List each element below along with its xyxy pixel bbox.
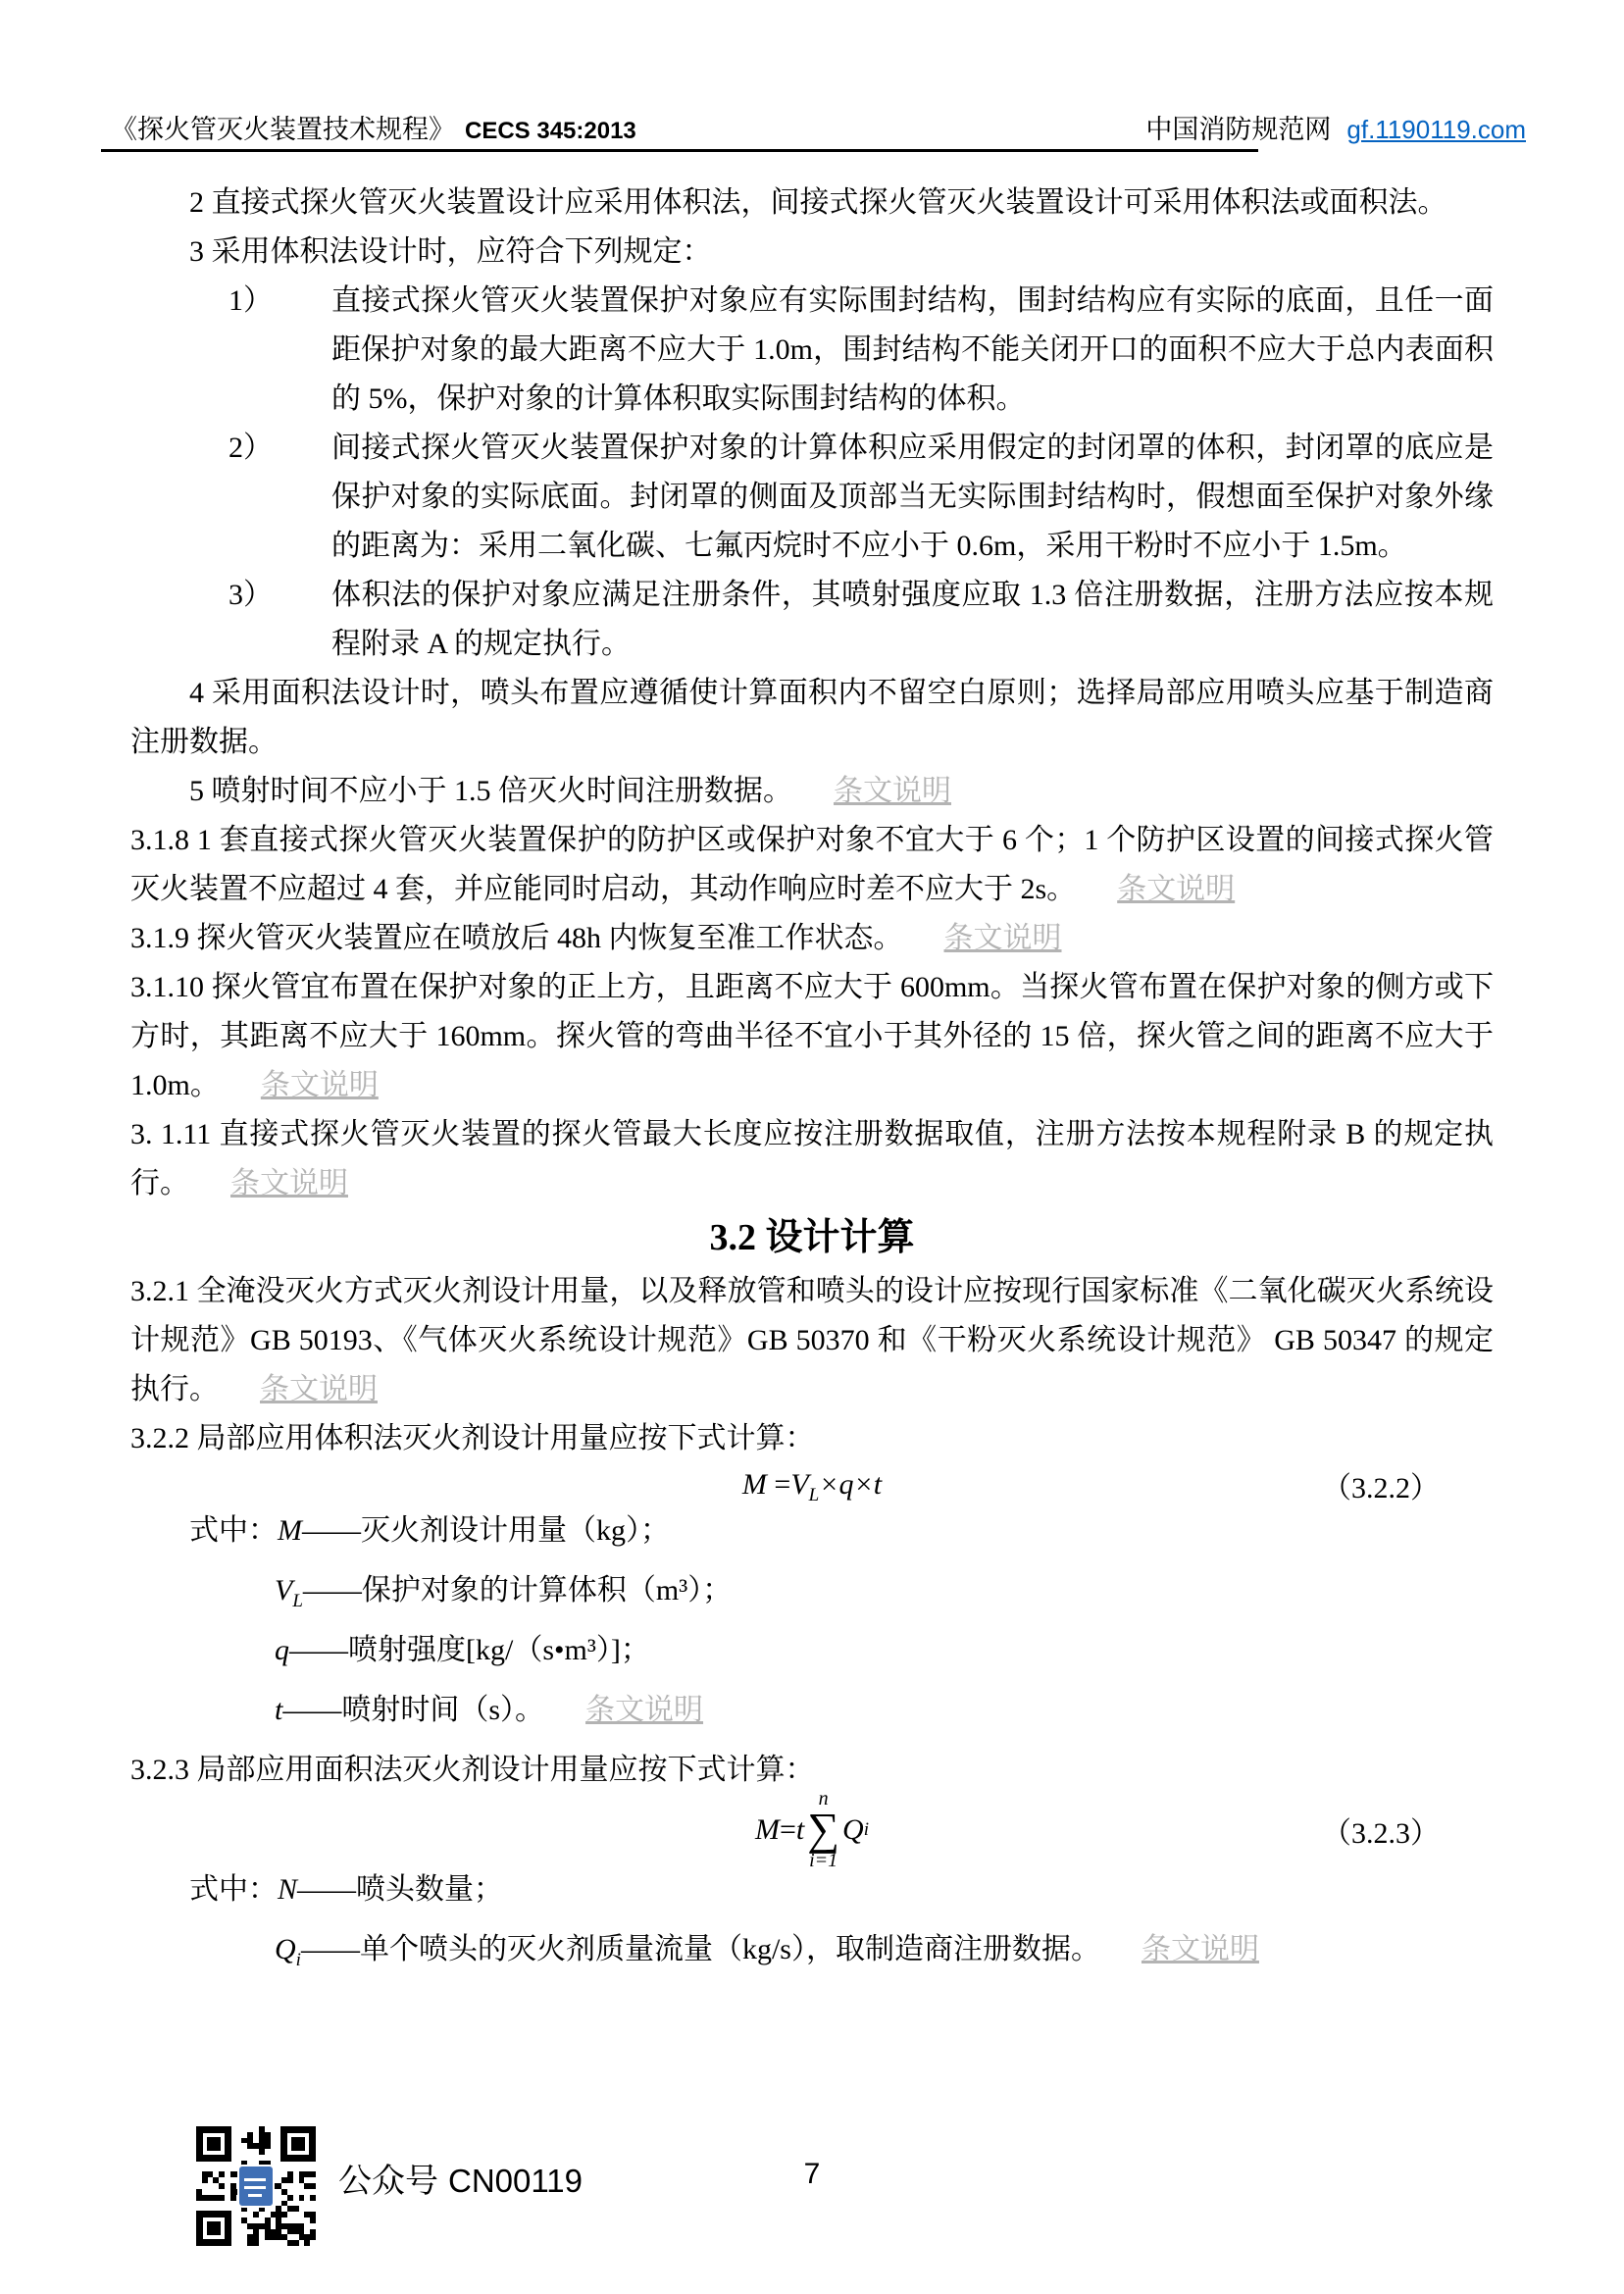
term-description: ——保护对象的计算体积（m³）； bbox=[302, 1574, 733, 1606]
clause-3-1-10-text: 3.1.10 探火管宜布置在保护对象的正上方，且距离不应大于 600mm。当探火管布置在保护对象的侧方或下方时，其距离不应大于 160mm。探火管的弯曲半径不宜小于其外径的 15 倍，探火管之间的距离不应大于 1.0m。 bbox=[130, 971, 1494, 1101]
paragraph-clause-5 bbox=[130, 767, 1494, 816]
math-subscript: i bbox=[863, 1819, 869, 1840]
clause-3-2-1-text: 3.2.1 全淹没灭火方式灭火剂设计用量，以及释放管和喷头的设计应按现行国家标准《二氧化碳灭火系统设计规范》GB 50193、《气体灭火系统设计规范》GB 50370 和《干粉灭火系统设计规范》 GB 50347 的规定执行。 bbox=[130, 1275, 1494, 1405]
math-subscript: i bbox=[295, 1950, 301, 1970]
math-expression: ×q×t bbox=[819, 1468, 883, 1501]
item-text: 体积法的保护对象应满足注册条件，其喷射强度应取 1.3 倍注册数据，注册方法应按本规程附录 A 的规定执行。 bbox=[331, 579, 1494, 660]
formula-3-2-2 bbox=[130, 1463, 1494, 1506]
formula-term-row bbox=[275, 1925, 1494, 1985]
term-description: ——灭火剂设计用量（kg）； bbox=[302, 1514, 670, 1547]
paragraph-clause-4 bbox=[130, 669, 1494, 767]
item-marker: 1） bbox=[228, 284, 273, 317]
equation-number-3-2-2: （3.2.2） bbox=[1322, 1472, 1440, 1504]
document-body bbox=[130, 178, 1494, 1985]
paragraph-clause-3 bbox=[130, 228, 1494, 277]
header-left bbox=[111, 108, 636, 146]
formula-term-row bbox=[275, 1566, 1494, 1626]
page-number: 7 bbox=[803, 2158, 821, 2190]
sub-clause-item-1 bbox=[130, 277, 1494, 424]
qr-finder-icon bbox=[196, 2211, 231, 2246]
paragraph-3-2-1 bbox=[130, 1267, 1494, 1414]
paragraph-3-1-8 bbox=[130, 816, 1494, 914]
clause-5-text: 5 喷射时间不应小于 1.5 倍灭火时间注册数据。 bbox=[189, 775, 792, 807]
math-var: t bbox=[795, 1813, 805, 1846]
term-description: ——喷头数量； bbox=[297, 1873, 504, 1906]
paragraph-clause-2 bbox=[130, 178, 1494, 228]
formula-term-row bbox=[130, 1865, 1494, 1925]
sum-upper-limit: n bbox=[818, 1788, 829, 1810]
sigma-icon: ∑ bbox=[807, 1804, 840, 1855]
paragraph-3-2-2 bbox=[130, 1414, 1494, 1463]
item-text: 间接式探火管灭火装置保护对象的计算体积应采用假定的封闭罩的体积，封闭罩的底应是保护对象的实际底面。封闭罩的侧面及顶部当无实际围封结构时，假想面至保护对象外缘的距离为：采用二氧化碳、七氟丙烷时不应小于 0.6m，采用干粉时不应小于 1.5m。 bbox=[331, 432, 1494, 562]
item-marker: 2） bbox=[228, 432, 273, 464]
math-var: Q bbox=[842, 1813, 864, 1846]
page-header bbox=[101, 106, 1526, 153]
clause-3-1-9-text: 3.1.9 探火管灭火装置应在喷放后 48h 内恢复至准工作状态。 bbox=[130, 922, 903, 954]
formula-term-row bbox=[275, 1626, 1494, 1686]
clause-3-2-2-text: 3.2.2 局部应用体积法灭火剂设计用量应按下式计算： bbox=[130, 1422, 815, 1454]
math-subscript: L bbox=[292, 1591, 303, 1611]
term-description: ——单个喷头的灭火剂质量流量（kg/s），取制造商注册数据。 bbox=[300, 1933, 1100, 1965]
explanation-link[interactable]: 条文说明 bbox=[943, 922, 1062, 954]
math-var: M bbox=[278, 1514, 302, 1547]
math-var: t bbox=[275, 1694, 283, 1726]
where-prefix: 式中： bbox=[189, 1873, 278, 1906]
sub-clause-item-2 bbox=[130, 424, 1494, 571]
summation-symbol bbox=[807, 1789, 839, 1870]
site-link[interactable]: gf.1190119.com bbox=[1346, 115, 1526, 144]
sum-lower-limit: i=1 bbox=[809, 1849, 838, 1871]
explanation-link[interactable]: 条文说明 bbox=[834, 775, 951, 807]
qr-finder-icon bbox=[196, 2126, 231, 2162]
paragraph-3-1-10 bbox=[130, 963, 1494, 1110]
math-var: M bbox=[741, 1468, 767, 1501]
math-operator: = bbox=[774, 1468, 791, 1501]
formula-term-row bbox=[275, 1686, 1494, 1746]
explanation-link[interactable]: 条文说明 bbox=[230, 1167, 348, 1199]
term-description: ——喷射时间（s）。 bbox=[282, 1694, 545, 1726]
paragraph-3-1-11 bbox=[130, 1110, 1494, 1208]
doc-code: CECS 345:2013 bbox=[465, 118, 636, 144]
explanation-link[interactable]: 条文说明 bbox=[585, 1694, 704, 1726]
math-var: q bbox=[275, 1634, 289, 1666]
qr-caption-text: 公众号 bbox=[338, 2164, 438, 2200]
sub-clause-item-3 bbox=[130, 571, 1494, 669]
clause-3-text: 3 采用体积法设计时，应符合下列规定： bbox=[189, 235, 712, 268]
paragraph-3-1-9 bbox=[130, 914, 1494, 963]
formula-term-row bbox=[130, 1506, 1494, 1566]
explanation-link[interactable]: 条文说明 bbox=[1141, 1933, 1259, 1965]
where-prefix: 式中： bbox=[189, 1514, 278, 1547]
explanation-link[interactable]: 条文说明 bbox=[1117, 873, 1236, 905]
item-marker: 3） bbox=[228, 579, 273, 611]
math-var: V bbox=[275, 1574, 293, 1606]
formula-3-2-3 bbox=[130, 1788, 1494, 1871]
section-heading-3-2: 3.2 设计计算 bbox=[709, 1217, 915, 1258]
site-name: 中国消防规范网 bbox=[1145, 115, 1332, 144]
explanation-link[interactable]: 条文说明 bbox=[260, 1373, 378, 1405]
math-var: Q bbox=[275, 1933, 296, 1965]
item-text: 直接式探火管灭火装置保护对象应有实际围封结构，围封结构应有实际的底面，且任一面距保护对象的最大距离不应大于 1.0m，围封结构不能关闭开口的面积不应大于总内表面积的 5%，保护对象的计算体积取实际围封结构的体积。 bbox=[331, 284, 1494, 415]
term-description: ——喷射强度[kg/（s•m³）]； bbox=[289, 1634, 650, 1666]
clause-3-1-8-text: 3.1.8 1 套直接式探火管灭火装置保护的防护区或保护对象不宜大于 6 个；1 个防护区设置的间接式探火管灭火装置不应超过 4 套，并应能同时启动，其动作响应时差不应大于 2s。 bbox=[130, 824, 1494, 905]
qr-caption-code: CN00119 bbox=[448, 2163, 583, 2199]
header-rule bbox=[101, 149, 1258, 152]
paragraph-3-2-3 bbox=[130, 1746, 1494, 1795]
clause-3-2-3-text: 3.2.3 局部应用面积法灭火剂设计用量应按下式计算： bbox=[130, 1754, 815, 1786]
clause-4-text: 4 采用面积法设计时，喷头布置应遵循使计算面积内不留空白原则；选择局部应用喷头应基于制造商注册数据。 bbox=[130, 677, 1494, 758]
math-var: M bbox=[754, 1813, 780, 1846]
math-operator: = bbox=[779, 1813, 796, 1846]
explanation-link[interactable]: 条文说明 bbox=[260, 1069, 379, 1101]
math-subscript: L bbox=[808, 1485, 820, 1505]
header-right bbox=[1145, 108, 1526, 146]
equation-number-3-2-3: （3.2.3） bbox=[1322, 1817, 1440, 1850]
doc-title: 《探火管灭火装置技术规程》 bbox=[111, 115, 455, 144]
math-var: N bbox=[278, 1873, 298, 1906]
math-var: V bbox=[790, 1468, 809, 1501]
clause-3-1-11-text: 3. 1.11 直接式探火管灭火装置的探火管最大长度应按注册数据取值，注册方法按本规程附录 B 的规定执行。 bbox=[130, 1118, 1494, 1199]
clause-2-text: 2 直接式探火管灭火装置设计应采用体积法，间接式探火管灭火装置设计可采用体积法或面积法。 bbox=[189, 186, 1447, 219]
qr-finder-icon bbox=[280, 2126, 316, 2162]
